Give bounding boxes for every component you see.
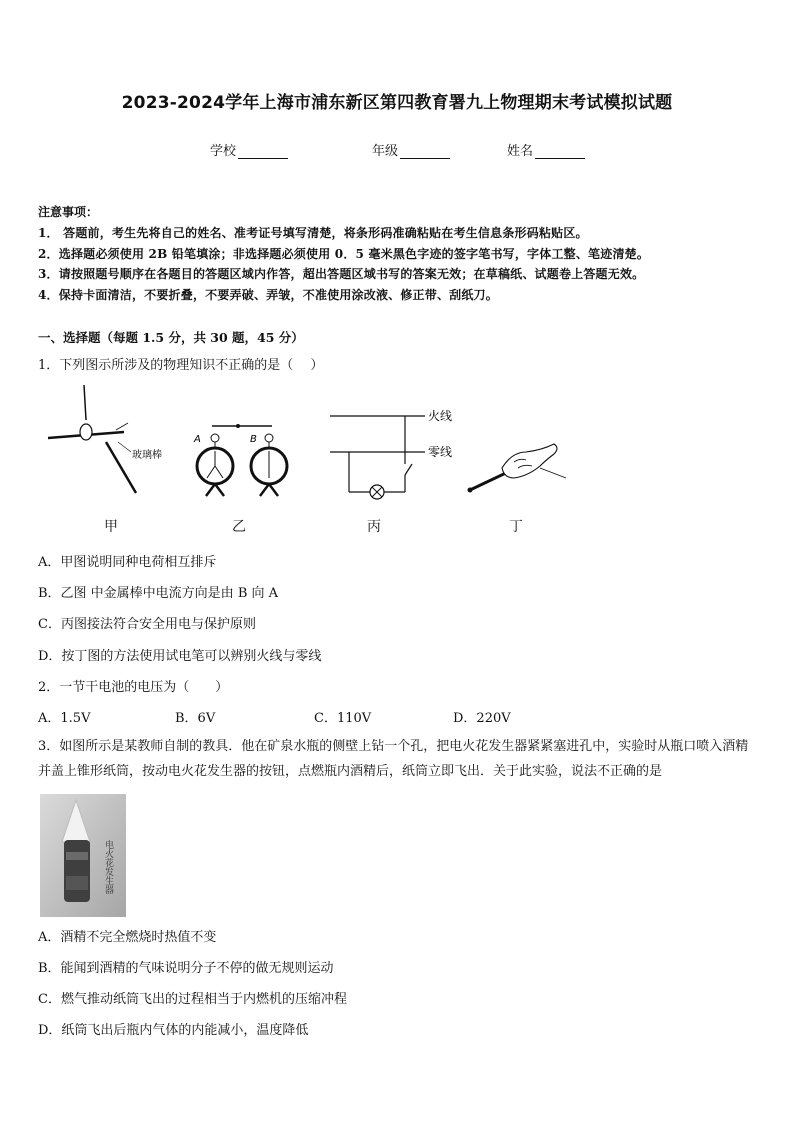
- question-1-option-c: C．丙图接法符合安全用电与保护原则: [38, 617, 256, 632]
- grade-field: [372, 140, 450, 159]
- page-title: 2023-2024学年上海市浦东新区第四教育署九上物理期末考试模拟试题: [121, 93, 673, 113]
- note-item: 3．请按照题号顺序在各题目的答题区域内作答，超出答题区域书写的答案无效；在草稿纸、试题卷上答题无效。: [38, 267, 645, 281]
- school-field: [210, 140, 288, 159]
- electroscope-b-label: B: [250, 434, 257, 445]
- grade-label: 年级: [372, 144, 399, 159]
- figure-label-ding: 丁: [509, 519, 523, 535]
- question-3-option-d: D．纸筒飞出后瓶内气体的内能减小，温度降低: [38, 1023, 309, 1038]
- figure-ding-test-pen: [462, 438, 572, 498]
- question-2-option-d: D．220V: [453, 711, 511, 726]
- school-label: 学校: [210, 144, 237, 159]
- glass-rod-label: 玻璃棒: [132, 450, 162, 461]
- question-1-option-b: B．乙图 中金属棒中电流方向是由 B 向 A: [38, 586, 279, 601]
- question-2-option-c: C．110V: [314, 711, 372, 726]
- notes-heading: 注意事项：: [38, 205, 99, 219]
- question-1-stem: 1．下列图示所涉及的物理知识不正确的是（ ）: [38, 358, 324, 373]
- note-item: 2．选择题必须使用 2B 铅笔填涂；非选择题必须使用 0．5 毫米黑色字迹的签字笔书写，字体工整、笔迹清楚。: [38, 247, 650, 261]
- question-3-option-c: C．燃气推动纸筒飞出的过程相当于内燃机的压缩冲程: [38, 992, 347, 1007]
- name-label: 姓名: [507, 144, 534, 159]
- figure-jia-suspended-rod: [44, 380, 204, 500]
- figure-label-yi: 乙: [232, 519, 246, 535]
- grade-blank: [400, 145, 450, 159]
- figure-label-bing: 丙: [367, 519, 381, 535]
- figure-q3-photo: [40, 794, 126, 917]
- neutral-wire-label: 零线: [428, 445, 453, 459]
- note-item: 1． 答题前，考生先将自己的姓名、准考证号填写清楚，将条形码准确粘贴在考生信息条形码粘贴区。: [38, 226, 588, 240]
- photo-caption: 电火花发生器: [103, 840, 113, 894]
- name-field: [507, 140, 585, 159]
- question-2-option-b: B．6V: [175, 711, 216, 726]
- question-1-option-d: D．按丁图的方法使用试电笔可以辨别火线与零线: [38, 649, 322, 664]
- question-2-stem: 2．一节干电池的电压为（ ）: [38, 680, 229, 695]
- live-wire-label: 火线: [428, 409, 453, 423]
- question-2-option-a: A．1.5V: [38, 711, 91, 726]
- question-3-stem: 3．如图所示是某教师自制的教具．他在矿泉水瓶的侧壁上钻一个孔，把电火花发生器紧紧塞进孔中，实验时从瓶口喷入酒精并盖上锥形纸筒，按动电火花发生器的按钮，点燃瓶内酒精后，纸筒立即飞出．关于此实验，说法不正确的是: [38, 739, 749, 779]
- question-3-option-a: A．酒精不完全燃烧时热值不变: [38, 930, 217, 945]
- figure-label-jia: 甲: [104, 519, 118, 535]
- question-1-option-a: A．甲图说明同种电荷相互排斥: [38, 555, 217, 570]
- figure-bing-circuit: [325, 400, 465, 500]
- figure-yi-electroscopes: [188, 418, 298, 504]
- question-3-option-b: B．能闻到酒精的气味说明分子不停的做无规则运动: [38, 961, 334, 976]
- name-blank: [535, 145, 585, 159]
- section-heading: 一、选择题（每题 1.5 分，共 30 题，45 分）: [38, 330, 304, 345]
- electroscope-a-label: A: [194, 434, 201, 445]
- school-blank: [238, 145, 288, 159]
- note-item: 4．保持卡面清洁，不要折叠，不要弄破、弄皱，不准使用涂改液、修正带、刮纸刀。: [38, 288, 498, 302]
